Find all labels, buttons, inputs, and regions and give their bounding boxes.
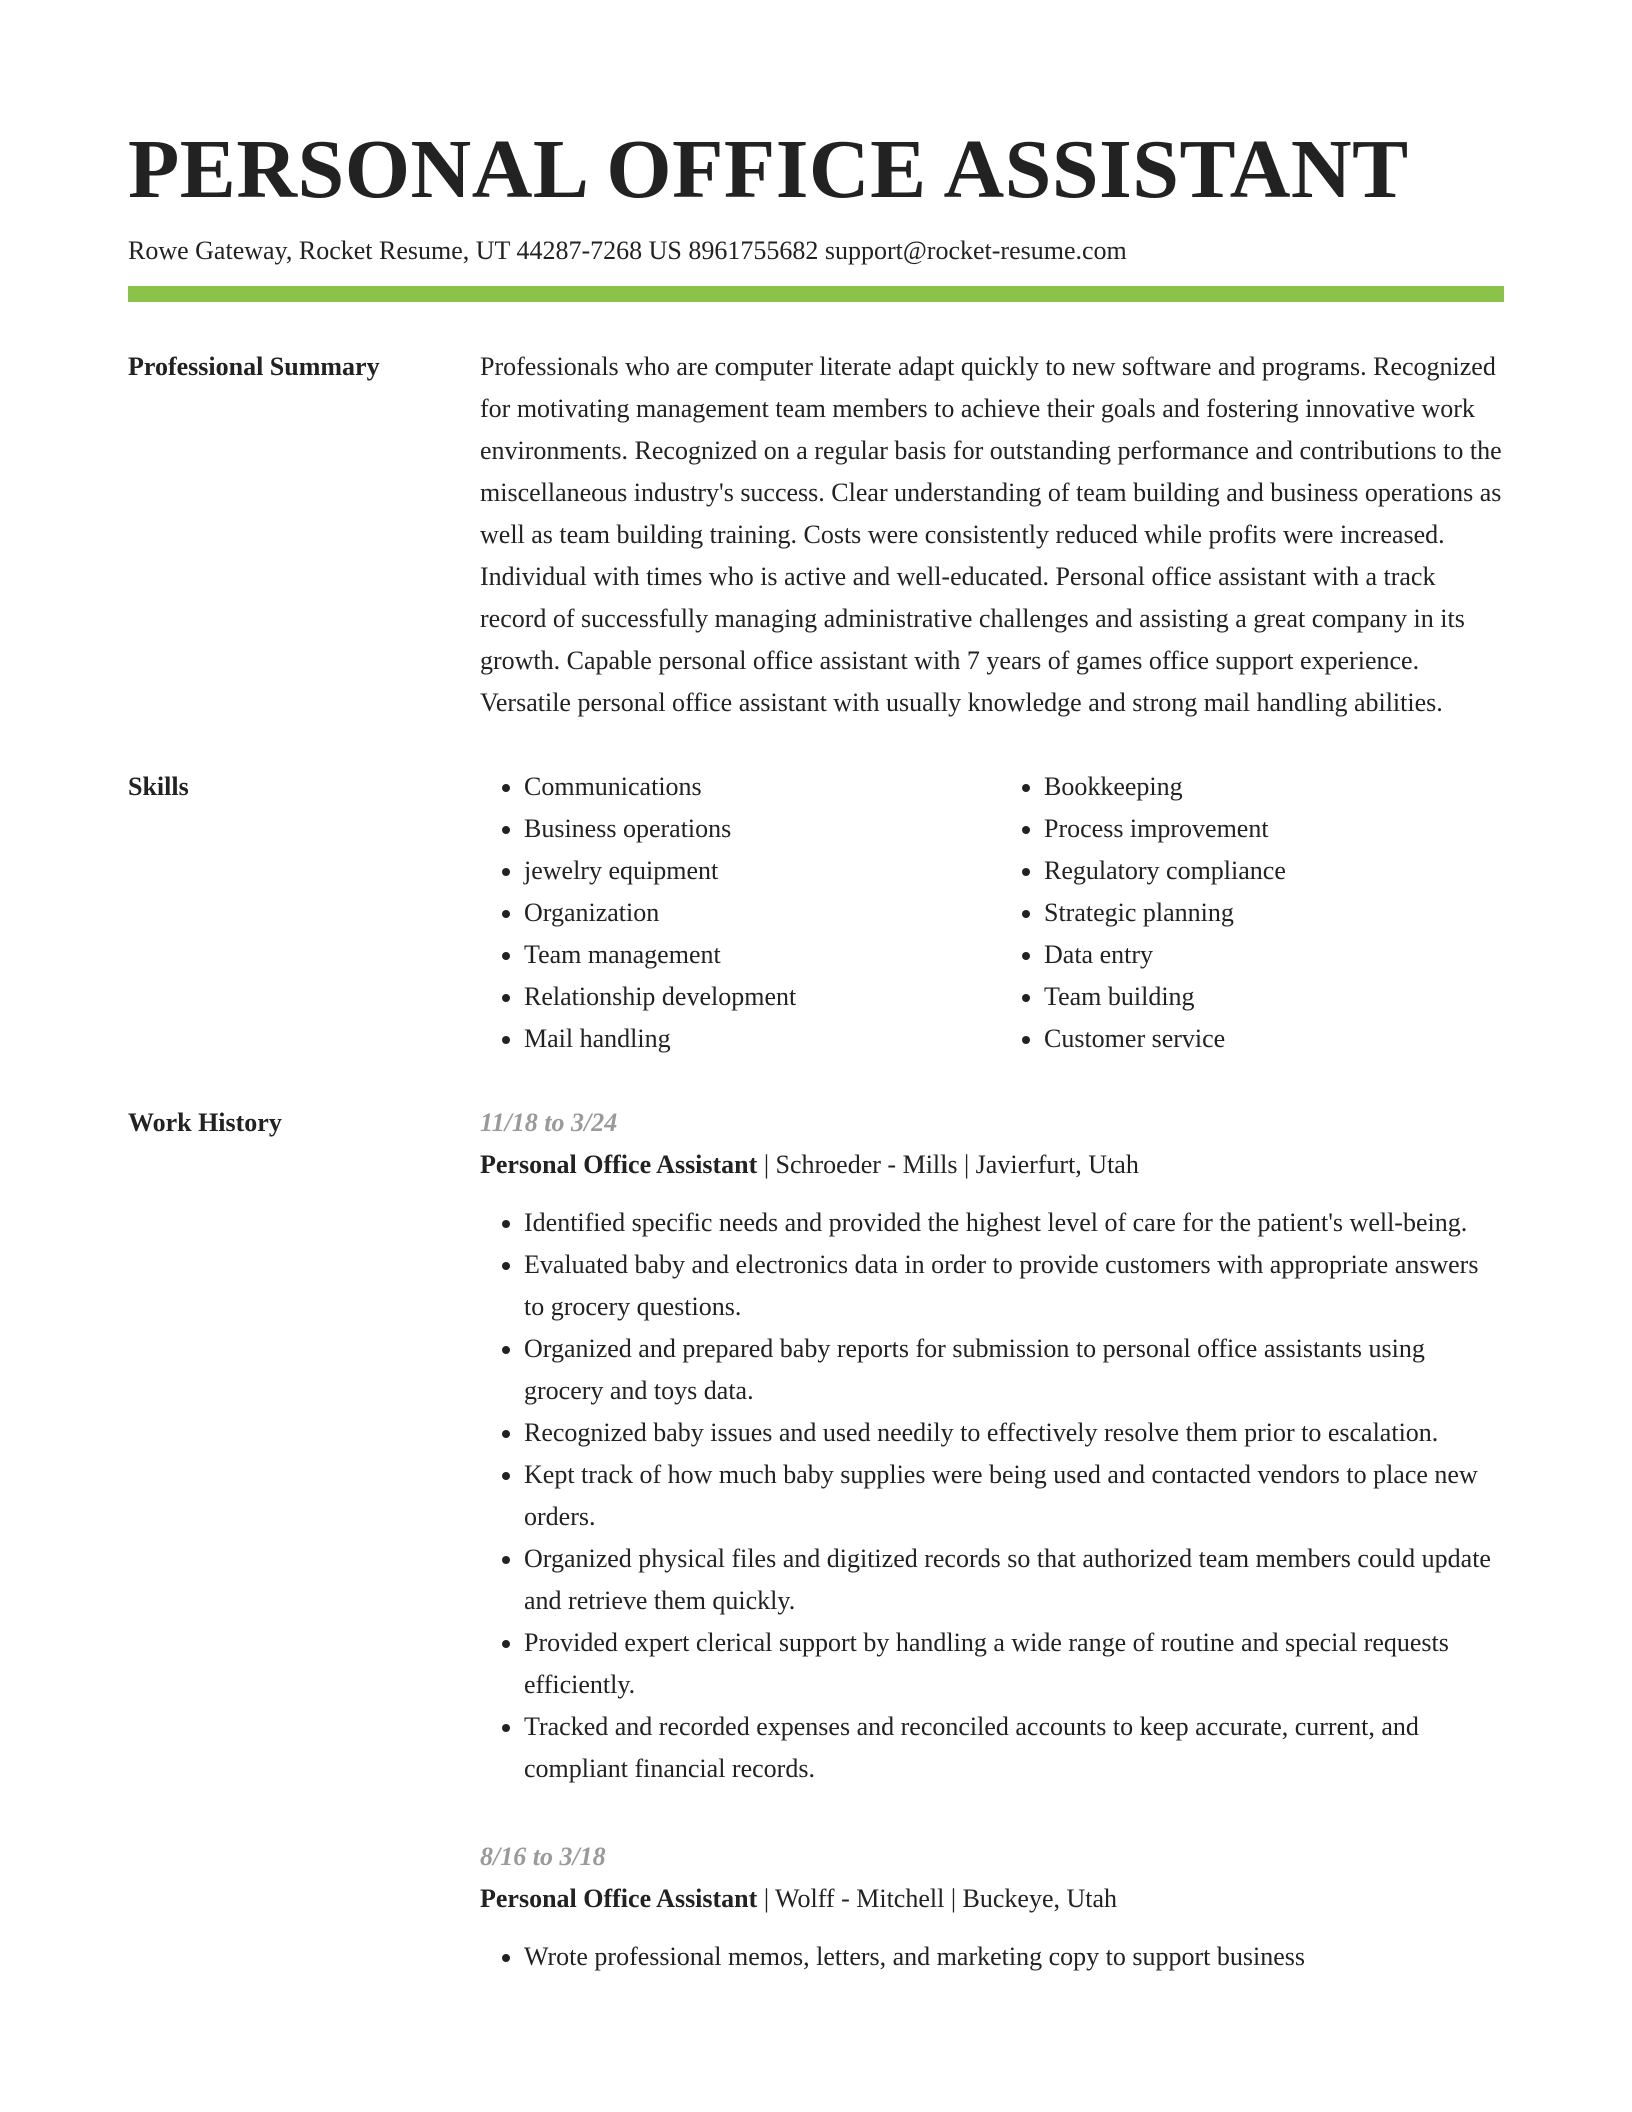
skill-item: • Customer service [1044,1018,1504,1060]
skill-item: • Mail handling [524,1018,984,1060]
section-label-work-history: Work History [128,1108,282,1137]
job-entry [480,1102,1504,1790]
resume-name-heading: PERSONAL OFFICE ASSISTANT [128,123,1409,216]
skills-list-left [480,766,984,1060]
skill-item: • Data entry [1044,934,1504,976]
job-title-line [480,1144,1504,1186]
job-bullet: • Organized and prepared baby reports for submission to personal office assistants using grocery and toys data. [524,1328,1504,1412]
skill-item: • Communications [524,766,984,808]
job-bullet: • Identified specific needs and provided the highest level of care for the patient's well-being. [524,1202,1504,1244]
job-dates: 8/16 to 3/18 [480,1842,606,1871]
work-history-body [480,1110,1504,1978]
job-title: Personal Office Assistant [480,1884,758,1913]
section-label-skills: Skills [128,772,189,801]
job-bullet: • Provided expert clerical support by handling a wide range of routine and special requests efficiently. [524,1622,1504,1706]
professional-summary-section [128,354,1504,724]
accent-divider [128,286,1504,302]
job-bullets [480,1936,1504,1978]
skill-item: • Strategic planning [1044,892,1504,934]
skill-item: • Team building [1044,976,1504,1018]
job-entry [480,1836,1504,1978]
summary-body [480,354,1504,724]
skill-item: • Team management [524,934,984,976]
section-label-summary: Professional Summary [128,352,380,381]
skill-item: • jewelry equipment [524,850,984,892]
skills-body [480,766,1504,1060]
skill-item: • Bookkeeping [1044,766,1504,808]
job-employer-location: | Wolff - Mitchell | Buckeye, Utah [757,1884,1118,1913]
job-bullets [480,1202,1504,1790]
job-bullet: • Tracked and recorded expenses and reconciled accounts to keep accurate, current, and compliant financial records. [524,1706,1504,1790]
job-dates: 11/18 to 3/24 [480,1108,618,1137]
job-bullet: • Organized physical files and digitized records so that authorized team members could update and retrieve them quickly. [524,1538,1504,1622]
skill-item: • Process improvement [1044,808,1504,850]
job-bullet: • Evaluated baby and electronics data in order to provide customers with appropriate answers to grocery questions. [524,1244,1504,1328]
work-history-section [128,1110,1504,1978]
job-title-line [480,1878,1504,1920]
skill-item: • Organization [524,892,984,934]
skill-item: • Regulatory compliance [1044,850,1504,892]
skill-item: • Relationship development [524,976,984,1018]
resume-page [128,120,1504,1978]
job-bullet: • Recognized baby issues and used needily to effectively resolve them prior to escalation. [524,1412,1504,1454]
skill-item: • Business operations [524,808,984,850]
job-bullet: • Kept track of how much baby supplies were being used and contacted vendors to place new orders. [524,1454,1504,1538]
job-title: Personal Office Assistant [480,1150,758,1179]
job-employer-location: | Schroeder - Mills | Javierfurt, Utah [757,1150,1139,1179]
summary-text: Professionals who are computer literate adapt quickly to new software and programs. Recognized for motivating management team members to achieve their goals and fostering innovative work environments. Recognized on a regular basis for outstanding performance and contributions to the miscellaneous industry's success. Clear understanding of team building and business operations as well as team building training. Costs were consistently reduced while profits were increased. Individual with times who is active and well-educated. Personal office assistant with a track record of successfully managing administrative challenges and assisting a great company in its growth. Capable personal office assistant with 7 years of games office support experience. Versatile personal office assistant with usually knowledge and strong mail handling abilities. [480,352,1502,717]
skills-list-right [984,766,1504,1060]
contact-line: Rowe Gateway, Rocket Resume, UT 44287-7268 US 8961755682 support@rocket-resume.com [128,236,1127,265]
skills-section [128,774,1504,1060]
job-bullet: • Wrote professional memos, letters, and marketing copy to support business [524,1936,1504,1978]
